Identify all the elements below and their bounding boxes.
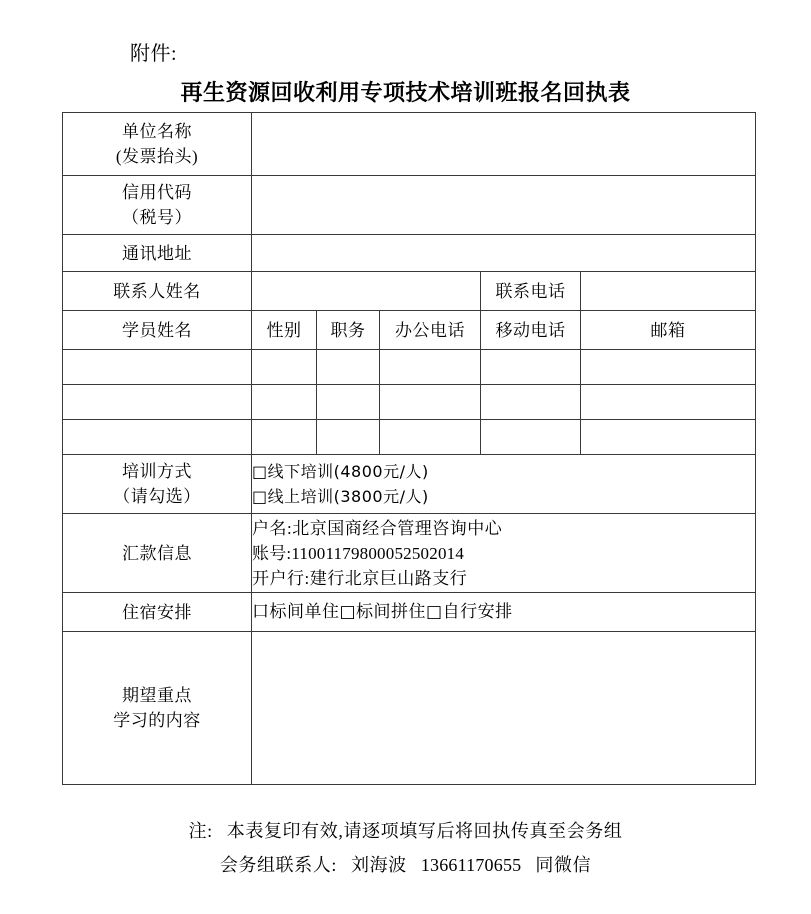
training-option-online-checkbox[interactable]: □线上培训(3800元/人) bbox=[252, 487, 429, 506]
expectation-label-line2: 学习的内容 bbox=[113, 711, 201, 730]
student-gender-field[interactable] bbox=[252, 350, 317, 385]
page-title: 再生资源回收利用专项技术培训班报名回执表 bbox=[180, 80, 631, 105]
organizer-contact-phone: 13661170655 bbox=[420, 855, 522, 875]
attachment-label: 附件: bbox=[130, 43, 178, 65]
credit-code-label-line2: （税号） bbox=[122, 208, 192, 227]
footer-notes bbox=[0, 814, 811, 882]
remittance-details bbox=[252, 514, 756, 593]
remittance-bank-branch: 开户行:建行北京巨山路支行 bbox=[252, 568, 468, 588]
student-email-field[interactable] bbox=[581, 420, 756, 455]
student-office-phone-field[interactable] bbox=[380, 350, 481, 385]
organizer-contact-name: 刘海波 bbox=[351, 855, 407, 875]
note-line-2 bbox=[0, 848, 811, 882]
student-position-header: 职务 bbox=[317, 311, 380, 350]
table-row bbox=[63, 350, 756, 385]
contact-name-label: 联系人姓名 bbox=[63, 272, 252, 311]
address-label: 通讯地址 bbox=[63, 235, 252, 272]
expectation-field[interactable] bbox=[252, 632, 756, 785]
contact-name-field[interactable] bbox=[252, 272, 481, 311]
expectation-label-line1: 期望重点 bbox=[122, 686, 192, 705]
table-row-credit-code bbox=[63, 176, 756, 235]
training-mode-label bbox=[63, 455, 252, 514]
student-position-field[interactable] bbox=[317, 350, 380, 385]
note-text: 本表复印有效,请逐项填写后将回执传真至会务组 bbox=[226, 821, 623, 841]
student-gender-field[interactable] bbox=[252, 385, 317, 420]
student-mobile-phone-field[interactable] bbox=[481, 350, 581, 385]
student-office-phone-header: 办公电话 bbox=[380, 311, 481, 350]
organizer-contact-wechat-note: 同微信 bbox=[535, 855, 592, 875]
company-name-label bbox=[63, 113, 252, 176]
accommodation-label: 住宿安排 bbox=[63, 593, 252, 632]
student-email-field[interactable] bbox=[581, 350, 756, 385]
address-field[interactable] bbox=[252, 235, 756, 272]
training-option-offline-checkbox[interactable]: □线下培训(4800元/人) bbox=[252, 462, 429, 481]
credit-code-field[interactable] bbox=[252, 176, 756, 235]
note-line-1 bbox=[0, 814, 811, 848]
student-position-field[interactable] bbox=[317, 420, 380, 455]
student-name-field[interactable] bbox=[63, 385, 252, 420]
company-name-label-line2: (发票抬头) bbox=[115, 147, 199, 166]
credit-code-label-line1: 信用代码 bbox=[122, 183, 192, 202]
table-row-student-header bbox=[63, 311, 756, 350]
student-name-header: 学员姓名 bbox=[63, 311, 252, 350]
table-row-company-name bbox=[63, 113, 756, 176]
company-name-field[interactable] bbox=[252, 113, 756, 176]
student-name-field[interactable] bbox=[63, 420, 252, 455]
student-email-field[interactable] bbox=[581, 385, 756, 420]
table-row bbox=[63, 385, 756, 420]
expectation-label bbox=[63, 632, 252, 785]
training-mode-label-line2: （请勾选） bbox=[113, 487, 201, 506]
student-mobile-phone-header: 移动电话 bbox=[481, 311, 581, 350]
student-gender-field[interactable] bbox=[252, 420, 317, 455]
remittance-account-number: 账号:11001179800052502014 bbox=[252, 543, 465, 563]
registration-form-container bbox=[62, 112, 755, 785]
remittance-label: 汇款信息 bbox=[63, 514, 252, 593]
student-office-phone-field[interactable] bbox=[380, 385, 481, 420]
student-position-field[interactable] bbox=[317, 385, 380, 420]
credit-code-label bbox=[63, 176, 252, 235]
student-email-header: 邮箱 bbox=[581, 311, 756, 350]
contact-phone-field[interactable] bbox=[581, 272, 756, 311]
table-row-address bbox=[63, 235, 756, 272]
organizer-contact-label: 会务组联系人: bbox=[219, 855, 338, 875]
student-mobile-phone-field[interactable] bbox=[481, 420, 581, 455]
training-mode-label-line1: 培训方式 bbox=[122, 462, 192, 481]
company-name-label-line1: 单位名称 bbox=[122, 122, 192, 141]
accommodation-options-checkboxes[interactable]: 口标间单住□标间拼住□自行安排 bbox=[252, 593, 756, 632]
table-row-accommodation bbox=[63, 593, 756, 632]
table-row-expectation bbox=[63, 632, 756, 785]
note-prefix: 注: bbox=[188, 821, 213, 841]
student-mobile-phone-field[interactable] bbox=[481, 385, 581, 420]
remittance-account-name: 户名:北京国商经合管理咨询中心 bbox=[252, 518, 503, 538]
registration-form-table bbox=[62, 112, 756, 785]
table-row bbox=[63, 420, 756, 455]
contact-phone-label: 联系电话 bbox=[481, 272, 581, 311]
student-office-phone-field[interactable] bbox=[380, 420, 481, 455]
training-mode-options bbox=[252, 455, 756, 514]
table-row-remittance bbox=[63, 514, 756, 593]
table-row-contact bbox=[63, 272, 756, 311]
student-name-field[interactable] bbox=[63, 350, 252, 385]
table-row-training-mode bbox=[63, 455, 756, 514]
student-gender-header: 性别 bbox=[252, 311, 317, 350]
